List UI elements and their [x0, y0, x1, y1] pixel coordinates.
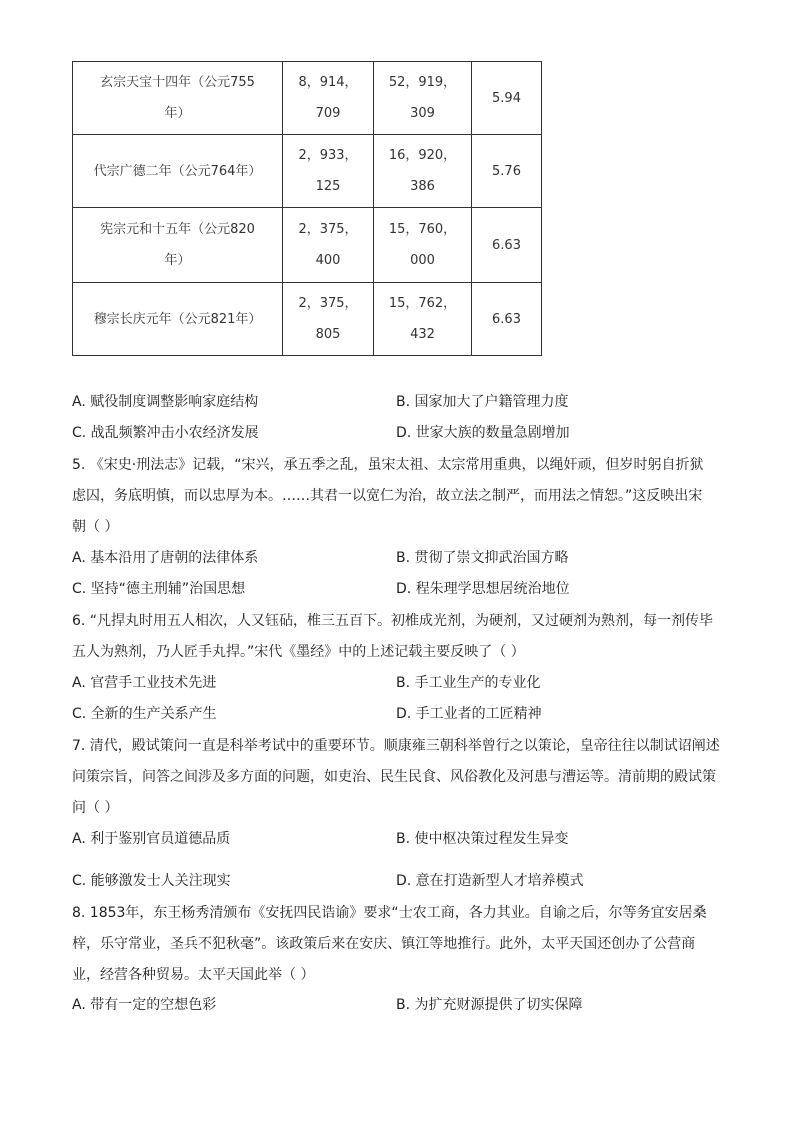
q7-option-a[interactable]: A. 利于鉴别官员道德品质 — [72, 831, 231, 847]
period-cell: 玄宗天宝十四年（公元755 年） — [73, 62, 283, 135]
period-cell: 代宗广德二年（公元764年） — [73, 135, 283, 208]
table-row — [73, 62, 542, 135]
q7-option-c[interactable]: C. 能够激发士人关注现实 — [72, 873, 231, 889]
period-cell: 宪宗元和十五年（公元820 年） — [73, 208, 283, 283]
q7-stem-line: 问（ ） — [72, 800, 119, 816]
households-cell: 2，375， 400 — [283, 208, 374, 283]
q8-option-a[interactable]: A. 带有一定的空想色彩 — [72, 997, 217, 1013]
q5-option-b[interactable]: B. 贯彻了崇文抑武治国方略 — [396, 550, 569, 566]
q4-option-b[interactable]: B. 国家加大了户籍管理力度 — [396, 394, 569, 410]
q6-stem-line: 五人为熟剂，乃人匠手丸捍。”宋代《墨经》中的上述记载主要反映了（ ） — [72, 644, 525, 660]
households-cell: 2，933， 125 — [283, 135, 374, 208]
q6-option-b[interactable]: B. 手工业生产的专业化 — [396, 675, 541, 691]
population-cell: 15，760， 000 — [374, 208, 472, 283]
q8-option-b[interactable]: B. 为扩充财源提供了切实保障 — [396, 997, 583, 1013]
q4-option-c[interactable]: C. 战乱频繁冲击小农经济发展 — [72, 425, 259, 441]
ratio-cell: 5.94 — [472, 62, 542, 135]
households-cell: 2，375， 805 — [283, 283, 374, 356]
period-cell: 穆宗长庆元年（公元821年） — [73, 283, 283, 356]
q7-stem-line: 7. 清代，殿试策问一直是科举考试中的重要环节。顺康雍三朝科举曾行之以策论，皇帝往往以制试诏阐述 — [72, 738, 720, 754]
q8-stem-line: 业，经营各种贸易。太平天国此举（ ） — [72, 967, 315, 983]
q7-option-d[interactable]: D. 意在打造新型人才培养模式 — [396, 873, 584, 889]
q5-stem-line: 5. 《宋史·刑法志》记载，“宋兴，承五季之乱，虽宋太祖、太宗常用重典，以绳奸顽，但岁时躬自折狱 — [72, 457, 704, 473]
q5-option-a[interactable]: A. 基本沿用了唐朝的法律体系 — [72, 550, 259, 566]
q5-stem-line: 虑囚，务底明慎，而以忠厚为本。……其君一以宽仁为治，故立法之制严，而用法之情恕。”这反映出宋 — [72, 488, 703, 504]
population-cell: 16，920， 386 — [374, 135, 472, 208]
ratio-cell: 5.76 — [472, 135, 542, 208]
table-row — [73, 135, 542, 208]
q7-stem-line: 问策宗旨，问答之间涉及多方面的问题，如吏治、民生民食、风俗教化及河患与漕运等。清前期的殿试策 — [72, 769, 716, 785]
ratio-cell: 6.63 — [472, 283, 542, 356]
ratio-cell: 6.63 — [472, 208, 542, 283]
q8-stem-line: 梓，乐守常业，圣兵不犯秋毫”。该政策后来在安庆、镇江等地推行。此外，太平天国还创办了公营商 — [72, 936, 696, 952]
q6-option-c[interactable]: C. 全新的生产关系产生 — [72, 706, 217, 722]
table-row — [73, 283, 542, 356]
population-cell: 52，919， 309 — [374, 62, 472, 135]
population-cell: 15，762， 432 — [374, 283, 472, 356]
q4-option-a[interactable]: A. 赋役制度调整影响家庭结构 — [72, 394, 259, 410]
q6-option-a[interactable]: A. 官营手工业技术先进 — [72, 675, 217, 691]
q6-option-d[interactable]: D. 手工业者的工匠精神 — [396, 706, 542, 722]
households-cell: 8，914， 709 — [283, 62, 374, 135]
q5-option-d[interactable]: D. 程朱理学思想居统治地位 — [396, 581, 570, 597]
table-row — [73, 208, 542, 283]
q7-option-b[interactable]: B. 使中枢决策过程发生异变 — [396, 831, 569, 847]
q8-stem-line: 8. 1853年，东王杨秀清颁布《安抚四民诰谕》要求“士农工商，各力其业。自谕之后，尔等务宜安居桑 — [72, 905, 707, 921]
q6-stem-line: 6. “凡捍丸时用五人相次，人又钰砧，椎三五百下。初椎成光剂，为硬剂，又过硬剂为熟剂，每一剂传毕 — [72, 613, 714, 629]
q4-option-d[interactable]: D. 世家大族的数量急剧增加 — [396, 425, 570, 441]
q5-stem-line: 朝（ ） — [72, 519, 119, 535]
population-table — [72, 61, 542, 356]
q5-option-c[interactable]: C. 坚持“德主刑辅”治国思想 — [72, 581, 246, 597]
